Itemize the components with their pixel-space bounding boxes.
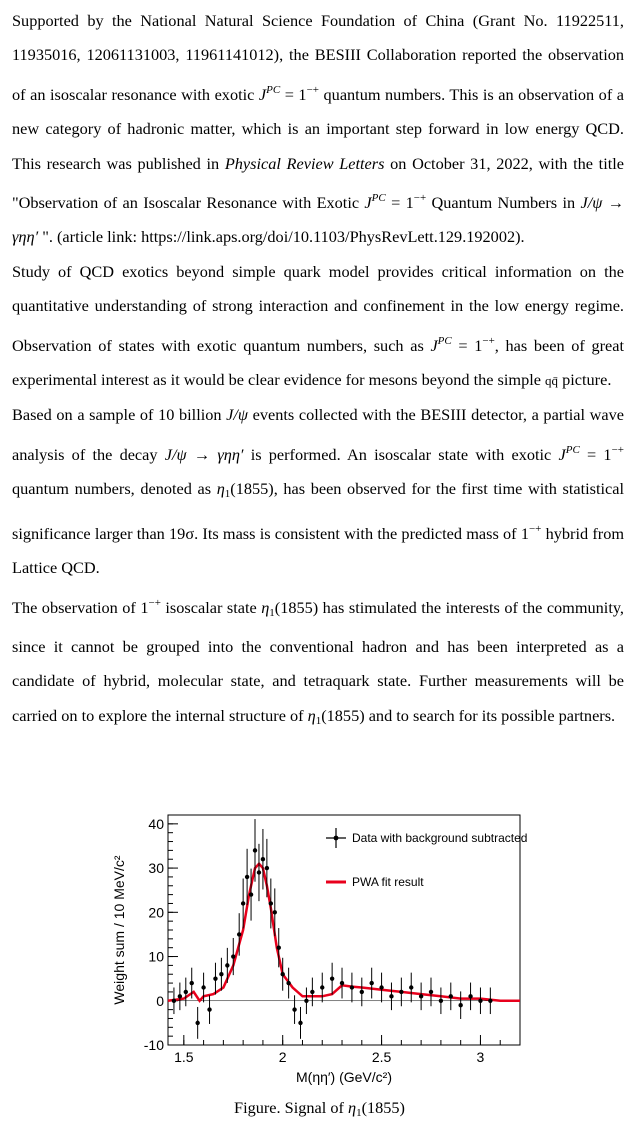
data-point (257, 870, 261, 874)
paragraph-4: The observation of 1−+ isoscalar state $\eta_1(1855)$ has stimulated the interests of the community, since it cannot be grouped into the conventional hadron and has been interpreted as a candidate of hybrid, molecular state, and tetraquark state. Further measurements will be carried on to explore the internal structure of $\eta_1(1855)$ and to search for its possible partners. (12, 596, 624, 727)
data-point (237, 932, 241, 936)
data-point (241, 901, 245, 905)
y-tick-label: 10 (148, 948, 164, 965)
data-point (292, 1007, 296, 1011)
data-point (225, 963, 229, 967)
data-point (409, 985, 413, 989)
data-point (298, 1021, 302, 1025)
data-point (488, 999, 492, 1003)
data-point (201, 985, 205, 989)
data-point (389, 994, 393, 998)
data-point (190, 981, 194, 985)
data-point (184, 990, 188, 994)
data-point (273, 910, 277, 914)
signal-figure (100, 805, 540, 1105)
data-point (245, 875, 249, 879)
data-point (277, 945, 281, 949)
paragraph-3: Based on a sample of 10 billion J/ψ events collected with the BESIII detector, a partial wave analysis of the decay J/ψ → γηη′ is performed. An isoscalar state with exotic $J^{PC} = 1^{-+}$ quantum numbers, denoted as $\eta_1(1855)$, has been observed for the first time with statistical significance larger than 19σ. Its mass is consistent with the predicted mass of 1−+ hybrid from Lattice QCD. (12, 405, 625, 578)
y-tick-label: 0 (156, 992, 164, 1009)
data-point (172, 999, 176, 1003)
data-point (429, 990, 433, 994)
data-point (265, 866, 269, 870)
article-link[interactable]: ". (article link: https://link.aps.org/doi/10.1103/PhysRevLett.129.192002). (38, 227, 525, 247)
data-point (207, 1007, 211, 1011)
article-body (12, 4, 624, 738)
x-tick-label: 2 (278, 1049, 287, 1065)
data-point (195, 1021, 199, 1025)
paragraph-1: Supported by the National Natural Science Foundation of China (Grant No. 11922511, 11935016, 12061131003, 11961141012), the BESIII Collaboration reported the observation of an isoscalar resonance with exotic $J^{PC} = 1^{-+}$ quantum numbers. This is an observation of a new category of hadronic matter, which is an important step forward in low energy QCD. This research was published in Physical Review Letters on October 31, 2022, with the title "Observation of an Isoscalar Resonance with Exotic $J^{PC} = 1^{-+}$ Quantum Numbers in J/ψ → γηη′ ". (article link: https://link.aps.org/doi/10.1103/PhysRevLett.129.192002). (12, 11, 625, 247)
data-point (478, 999, 482, 1003)
data-point (213, 976, 217, 980)
y-tick-label: -10 (143, 1037, 164, 1053)
plot-frame (168, 815, 520, 1045)
data-point (320, 985, 324, 989)
data-point (369, 981, 373, 985)
data-point (269, 901, 273, 905)
legend-fit-label: PWA fit result (352, 875, 424, 889)
journal-name: Physical Review Letters (224, 153, 385, 173)
data-point (379, 985, 383, 989)
data-point (340, 981, 344, 985)
y-tick-label: 40 (148, 815, 164, 832)
data-point (231, 954, 235, 958)
data-point (280, 972, 284, 976)
y-tick-label: 30 (148, 860, 164, 877)
data-point (178, 994, 182, 998)
data-point (310, 990, 314, 994)
signal-chart (100, 805, 540, 1095)
data-point (399, 990, 403, 994)
legend-data-marker (334, 836, 339, 841)
figure-caption: Figure. Signal of $\eta_1(1855)$ (234, 1098, 405, 1119)
data-point (249, 892, 253, 896)
x-tick-label: 1.5 (174, 1049, 194, 1065)
data-point (350, 985, 354, 989)
data-point (253, 848, 257, 852)
data-point (304, 999, 308, 1003)
y-axis-label: Weight sum / 10 MeV/c² (111, 855, 127, 1005)
data-point (219, 972, 223, 976)
pwa-fit-curve (168, 864, 520, 1001)
data-point (261, 857, 265, 861)
data-point (419, 994, 423, 998)
data-point (439, 999, 443, 1003)
y-tick-label: 20 (148, 904, 164, 921)
legend-data-label: Data with background subtracted (352, 831, 528, 845)
paragraph-2: Study of QCD exotics beyond simple quark model provides critical information on the quantitative understanding of strong interaction and confinement in the low energy regime. Observation of states with exotic quantum numbers, such as $J^{PC} = 1^{-+}$, has been of great experimental interest as it would be clear evidence for mesons beyond the simple qq̄ picture. (12, 261, 625, 390)
x-tick-label: 3 (476, 1049, 485, 1065)
data-point (360, 990, 364, 994)
data-point (449, 994, 453, 998)
data-point (330, 976, 334, 980)
x-tick-label: 2.5 (371, 1049, 392, 1065)
data-point (468, 994, 472, 998)
data-point (286, 981, 290, 985)
data-point (458, 1003, 462, 1007)
x-axis-label: M(ηη′) (GeV/c²) (296, 1069, 392, 1085)
